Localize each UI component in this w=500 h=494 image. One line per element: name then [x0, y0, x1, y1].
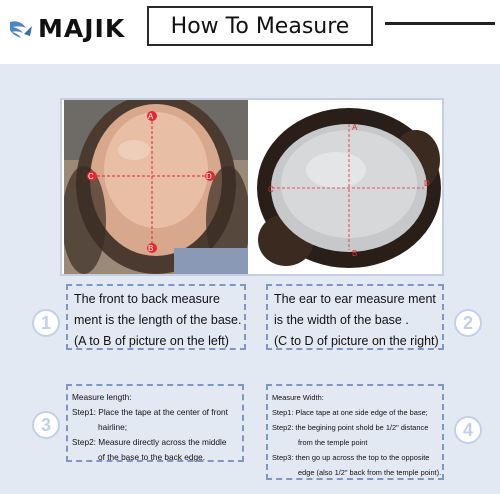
head-photo — [64, 100, 248, 274]
step-2-line-3: (C to D of picture on the right) — [274, 334, 439, 348]
step-3-number: 3 — [32, 411, 60, 439]
step-4-line-5: edge (also 1/2" back from the temple point). — [298, 468, 442, 477]
header-divider — [385, 22, 495, 25]
step-3-line-4: of the base to the back edge. — [98, 452, 206, 462]
step-1-number: 1 — [32, 309, 60, 337]
step-1-line-2: ment is the length of the base. — [74, 313, 242, 327]
step-4-line-1: Step1: Place tape at one side edge of the base; — [272, 408, 428, 417]
step-3-line-1: Step1: Place the tape at the center of front — [72, 407, 228, 417]
marker-b: B — [148, 244, 154, 253]
brand-name: MAJIK — [38, 14, 126, 43]
step-4-number: 4 — [454, 416, 482, 444]
marker-c: C — [268, 185, 274, 194]
step-3-box — [66, 384, 244, 462]
step-3-line-2: hairline; — [98, 422, 128, 432]
photo-frame — [60, 98, 444, 276]
step-1-line-3: (A to B of picture on the left) — [74, 334, 229, 348]
marker-d: D — [424, 179, 430, 188]
wing-icon — [8, 18, 34, 40]
step-2-box — [266, 284, 444, 350]
step-3-line-3: Step2: Measure directly across the middle — [72, 437, 227, 447]
step-3-heading: Measure length: — [72, 392, 132, 402]
step-4-heading: Measure Width: — [272, 393, 324, 402]
title-box — [147, 6, 373, 46]
page-title: How To Measure — [170, 13, 350, 39]
step-2-line-2: is the width of the base . — [274, 313, 409, 327]
marker-c: C — [88, 172, 94, 181]
step-2-line-1: The ear to ear measure ment — [274, 292, 436, 306]
step-1-box — [66, 284, 246, 350]
marker-d: D — [206, 172, 212, 181]
marker-b: B — [352, 249, 358, 258]
header — [0, 0, 500, 56]
hairpiece-photo — [256, 100, 442, 274]
marker-a: A — [148, 112, 154, 121]
step-4-line-2: Step2: the begining point shold be 1/2" distance — [272, 423, 429, 432]
step-2-number: 2 — [454, 309, 482, 337]
content-panel — [0, 64, 500, 494]
step-4-line-3: from the temple point — [298, 438, 368, 447]
brand-logo — [8, 14, 125, 43]
step-4-line-4: Step3: then go up across the top to the opposite — [272, 453, 430, 462]
step-1-line-1: The front to back measure — [74, 292, 220, 306]
step-4-box — [266, 384, 444, 480]
marker-a: A — [352, 123, 358, 132]
